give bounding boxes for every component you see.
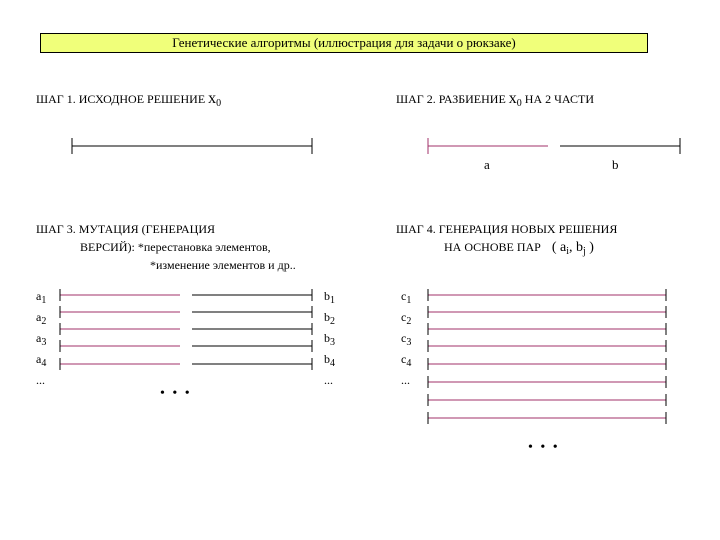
step2-var: x [508, 90, 517, 107]
pair-i: i [566, 246, 569, 257]
row-a3-b3 [60, 323, 312, 335]
row-c6 [428, 376, 666, 388]
step4-ellipsis: • • • [528, 440, 560, 455]
pair-close: ) [585, 240, 594, 255]
row-a5-b5 [60, 358, 312, 370]
row-c5 [428, 358, 666, 370]
part-a-line [428, 138, 548, 154]
step2-sub: 0 [516, 98, 522, 109]
step3-line3: *изменение элементов и др.. [150, 258, 296, 272]
row-c2 [428, 306, 666, 318]
label-a1: $a_1$ [36, 289, 47, 306]
part-b-label: b [612, 157, 619, 172]
x0-solution-line [72, 138, 312, 154]
part-b-line [560, 138, 680, 154]
step3-line2: ВЕРСИЙ): *перестановка элементов, [80, 240, 271, 254]
part-a-label: a [484, 157, 490, 172]
row-a2-b2 [60, 306, 312, 318]
label-b-more: ... [324, 373, 333, 387]
label-b1: $b_1$ [324, 289, 335, 306]
row-c4 [428, 340, 666, 352]
label-c3: $c_3$ [401, 331, 412, 348]
step3-rows [60, 289, 312, 370]
pair-mid: , b [569, 240, 583, 255]
step2-text-before: ШАГ 2. РАЗБИЕНИЕ [396, 92, 506, 106]
step4-rows [428, 289, 666, 424]
label-a3: $a_3$ [36, 331, 47, 348]
label-c4: $c_4$ [401, 352, 412, 369]
label-b2: $b_2$ [324, 310, 335, 327]
step2-text-after: НА 2 ЧАСТИ [524, 92, 594, 106]
row-a4-b4 [60, 340, 312, 352]
pair-j: j [583, 246, 586, 257]
row-c7 [428, 394, 666, 406]
label-b4: $b_4$ [324, 352, 335, 369]
step3-ellipsis: • • • [160, 386, 192, 401]
step4-line1: ШАГ 4. ГЕНЕРАЦИЯ НОВЫХ РЕШЕНИЯ [396, 222, 618, 236]
label-b3: $b_3$ [324, 331, 335, 348]
label-a2: $a_2$ [36, 310, 47, 327]
label-a4: $a_4$ [36, 352, 47, 369]
row-c1 [428, 289, 666, 301]
row-c3 [428, 323, 666, 335]
label-c1: $c_1$ [401, 289, 412, 306]
row-a1-b1 [60, 289, 312, 301]
pair-open: ( a [551, 240, 567, 255]
row-c8 [428, 412, 666, 424]
step1-var: x [208, 90, 217, 107]
step4-line2: НА ОСНОВЕ ПАР [444, 240, 541, 254]
step1-text: ШАГ 1. ИСХОДНОЕ РЕШЕНИЕ [36, 92, 206, 106]
step1-sub: 0 [216, 98, 222, 109]
label-c2: $c_2$ [401, 310, 412, 327]
label-c-more: ... [401, 373, 410, 387]
page-title: Генетические алгоритмы (иллюстрация для задачи о рюкзаке) [40, 33, 648, 53]
step3-line1: ШАГ 3. МУТАЦИЯ (ГЕНЕРАЦИЯ [36, 222, 216, 236]
label-a-more: ... [36, 373, 45, 387]
